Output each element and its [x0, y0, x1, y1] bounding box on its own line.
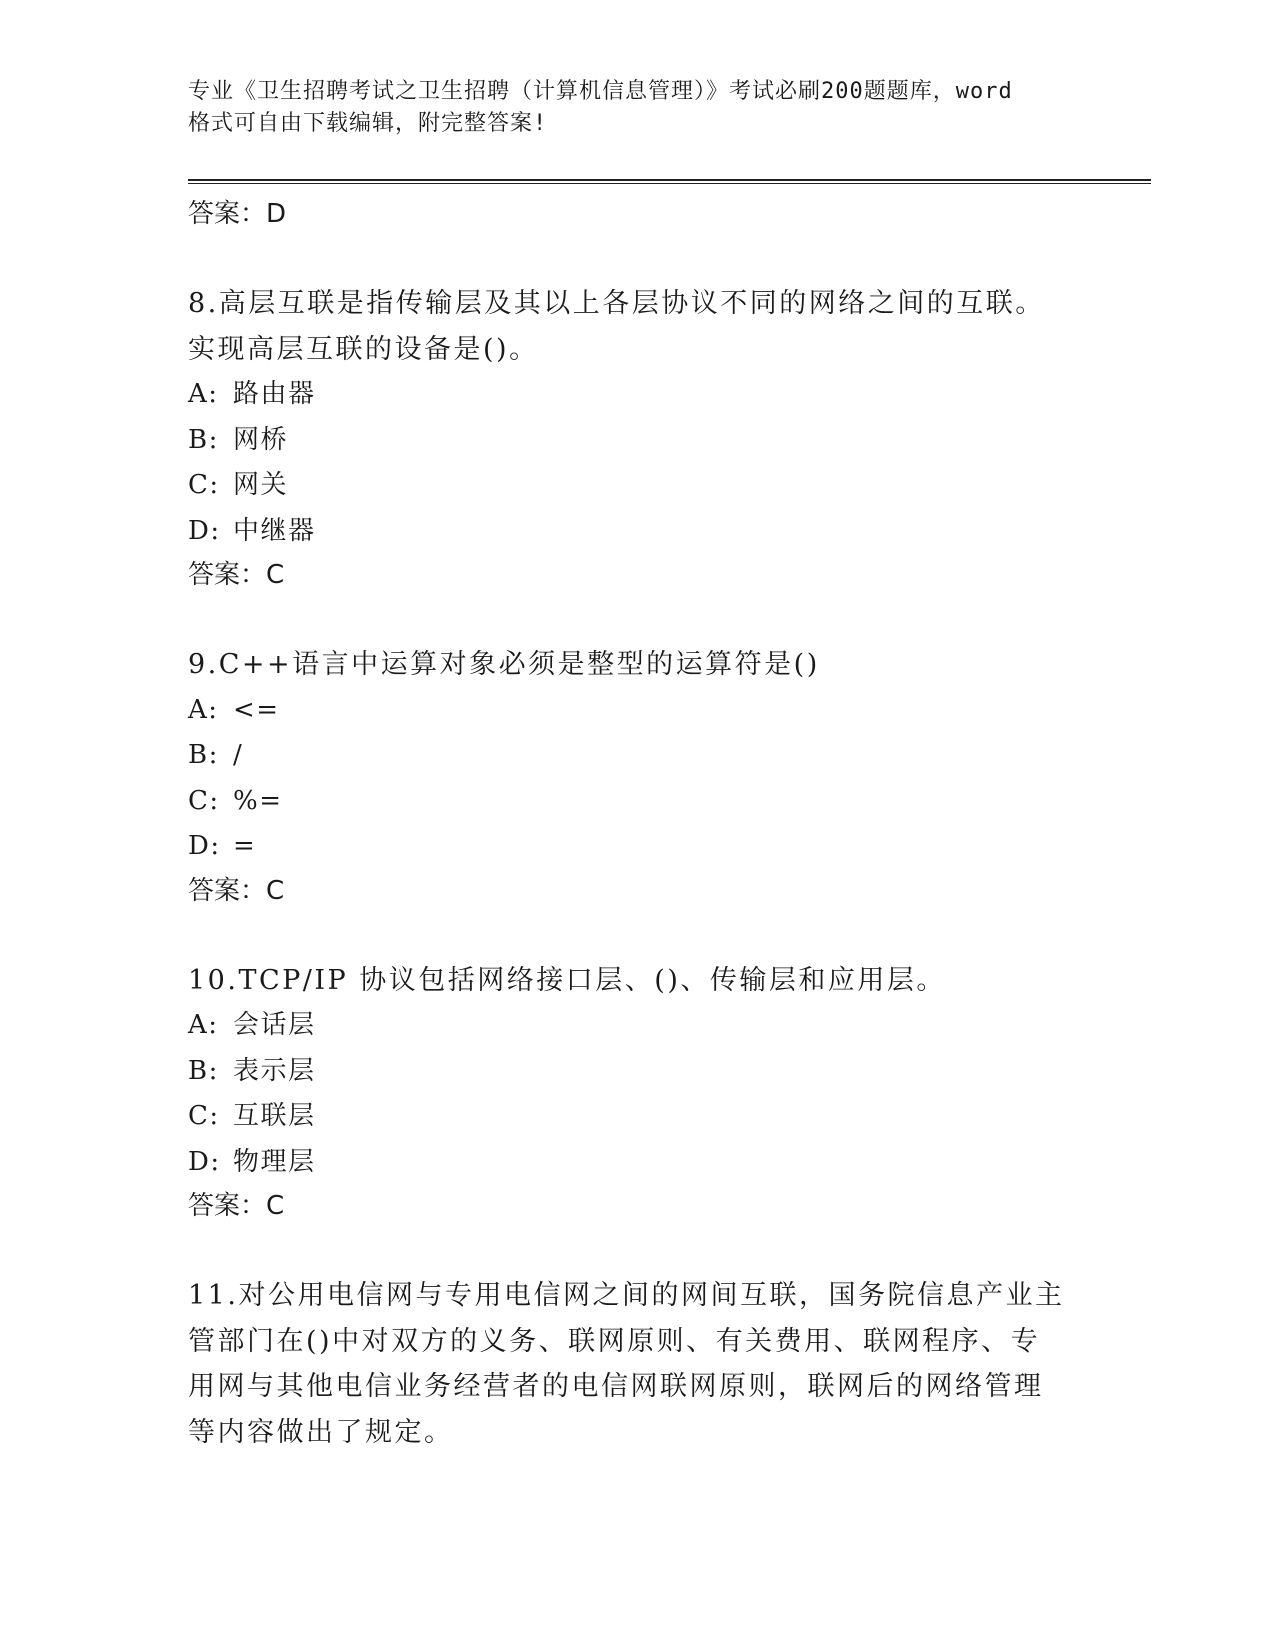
option-d	[188, 509, 1088, 555]
option-text: 路由器	[233, 379, 316, 409]
option-label: A:	[188, 1010, 219, 1040]
option-label: D:	[188, 1146, 221, 1177]
option-label: C:	[188, 785, 220, 816]
option-label: C:	[188, 470, 220, 500]
option-a	[188, 372, 1088, 418]
question-list	[188, 193, 1088, 1455]
option-c	[188, 779, 1088, 825]
previous-answer: 答案：D	[188, 199, 287, 229]
option-label: B:	[188, 740, 219, 770]
option-text: %=	[233, 785, 283, 816]
option-text: 网桥	[233, 424, 289, 455]
answer-10: 答案：C	[188, 1191, 285, 1221]
option-c	[188, 463, 1088, 509]
option-text: 物理层	[233, 1146, 316, 1177]
option-text: 网关	[233, 470, 289, 500]
option-text: 互联层	[233, 1101, 316, 1131]
question-stem-9: 9.C++语言中运算对象必须是整型的运算符是()	[188, 649, 820, 680]
option-d	[188, 1140, 1088, 1186]
option-b	[188, 1049, 1088, 1095]
option-text: =	[233, 831, 257, 861]
header-divider	[188, 179, 1151, 184]
option-label: A:	[188, 694, 219, 725]
option-text: 表示层	[233, 1055, 316, 1086]
question-stem-10: 10.TCP/IP 协议包括网络接口层、()、传输层和应用层。	[188, 964, 946, 996]
option-label: B:	[188, 1055, 219, 1086]
option-label: B:	[188, 424, 219, 455]
spacer	[188, 912, 1088, 958]
option-text: 中继器	[233, 515, 316, 546]
option-label: D:	[188, 515, 221, 546]
question-stem-11: 11.对公用电信网与专用电信网之间的网间互联，国务院信息产业主管部门在()中对双方的义务、联网原则、有关费用、联网程序、专用网与其他电信业务经营者的电信网联网原则，联网后的网络管理等内容做出了规定。	[188, 1280, 1065, 1448]
option-label: D:	[188, 831, 221, 861]
spacer	[188, 596, 1088, 642]
header-line-2: 格式可自由下载编辑，附完整答案!	[188, 111, 548, 136]
spacer	[188, 235, 1088, 281]
answer-8: 答案：C	[188, 560, 285, 590]
header-line-1: 专业《卫生招聘考试之卫生招聘（计算机信息管理）》考试必刷200题题库，word	[188, 79, 1013, 104]
option-a	[188, 688, 1088, 734]
page-header	[188, 76, 1088, 140]
option-text: /	[233, 740, 244, 770]
option-d	[188, 824, 1088, 870]
option-label: A:	[188, 379, 219, 409]
option-text: <=	[233, 694, 280, 725]
option-b	[188, 733, 1088, 779]
option-a	[188, 1003, 1088, 1049]
spacer	[188, 1227, 1088, 1273]
option-text: 会话层	[233, 1010, 316, 1040]
answer-9: 答案：C	[188, 875, 285, 906]
option-b	[188, 418, 1088, 464]
question-stem-8: 8.高层互联是指传输层及其以上各层协议不同的网络之间的互联。实现高层互联的设备是()。	[188, 288, 1045, 365]
option-label: C:	[188, 1101, 220, 1131]
option-c	[188, 1094, 1088, 1140]
